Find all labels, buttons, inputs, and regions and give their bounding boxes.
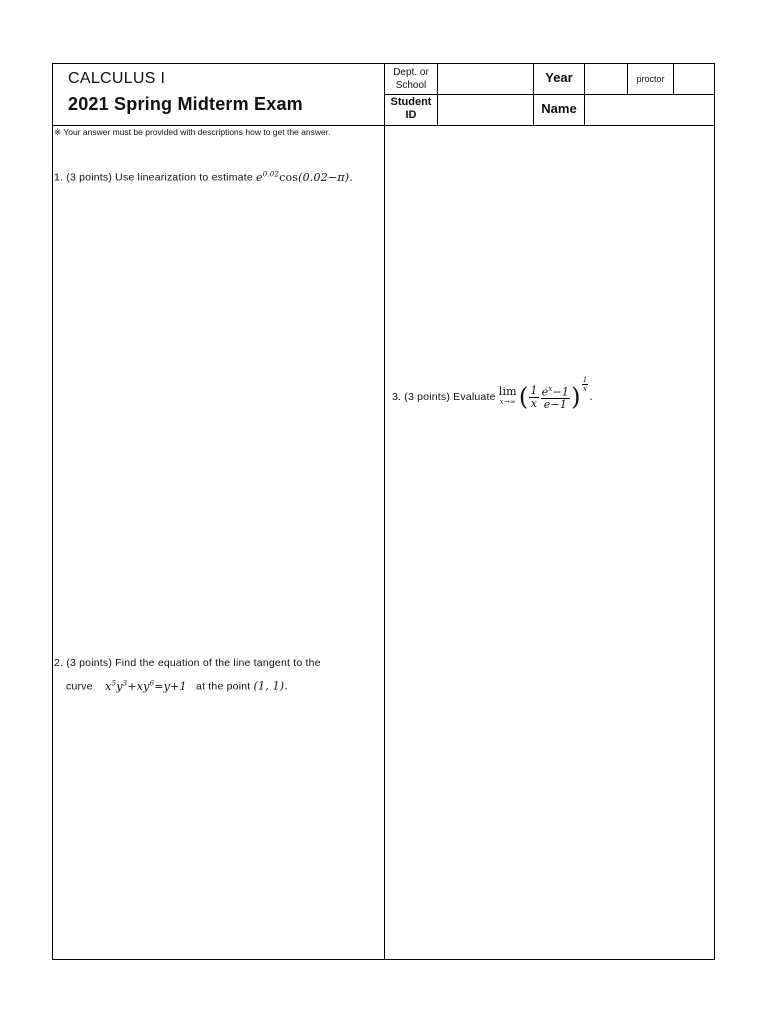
question-2 bbox=[54, 653, 381, 673]
question-3-expression: lim x→∞ ( $\frac{1}{x}$ $\frac{e^x-1}{e-1}$ ) $^{\frac{1}{x}}$ . bbox=[498, 375, 594, 412]
question-3-text: 3. (3 points) Evaluate bbox=[392, 391, 496, 403]
year-label: Year bbox=[545, 70, 573, 85]
exam-title: 2021 Spring Midterm Exam bbox=[68, 94, 303, 114]
answer-area-left[interactable] bbox=[53, 190, 383, 645]
column-divider bbox=[384, 63, 385, 960]
answer-area-left-lower[interactable] bbox=[53, 700, 383, 958]
dept-input-cell[interactable] bbox=[438, 64, 533, 94]
name-label: Name bbox=[541, 101, 577, 116]
question-2-point-text: at the point bbox=[196, 680, 251, 693]
question-1-text: 1. (3 points) Use linearization to estimate bbox=[54, 171, 253, 184]
question-1-math: $e^{0.02}\cos(0.02-\pi)$. bbox=[255, 170, 353, 184]
question-2-text: 2. (3 points) Find the equation of the line tangent to the bbox=[54, 657, 321, 669]
question-2-line-2 bbox=[66, 673, 386, 697]
answer-area-right[interactable] bbox=[386, 410, 714, 958]
question-3 bbox=[392, 366, 712, 415]
question-2-point: (1, 1). bbox=[253, 679, 288, 693]
name-input-cell[interactable] bbox=[585, 95, 714, 125]
answer-notice: ※ Your answer must be provided with descriptions how to get the answer. bbox=[54, 127, 331, 137]
proctor-sign-cell[interactable] bbox=[674, 64, 714, 94]
dept-label: Dept. or School bbox=[393, 67, 429, 91]
proctor-label: proctor bbox=[636, 74, 665, 84]
question-1 bbox=[54, 164, 384, 188]
question-2-equation: $x^5y^3+xy^6=y+1$ bbox=[105, 679, 187, 693]
student-id-input-cell[interactable] bbox=[438, 95, 533, 125]
year-input-cell[interactable] bbox=[585, 64, 627, 94]
course-title: CALCULUS I bbox=[68, 70, 166, 87]
student-id-label: Student ID bbox=[390, 96, 432, 121]
question-2-curve-word: curve bbox=[66, 680, 93, 693]
